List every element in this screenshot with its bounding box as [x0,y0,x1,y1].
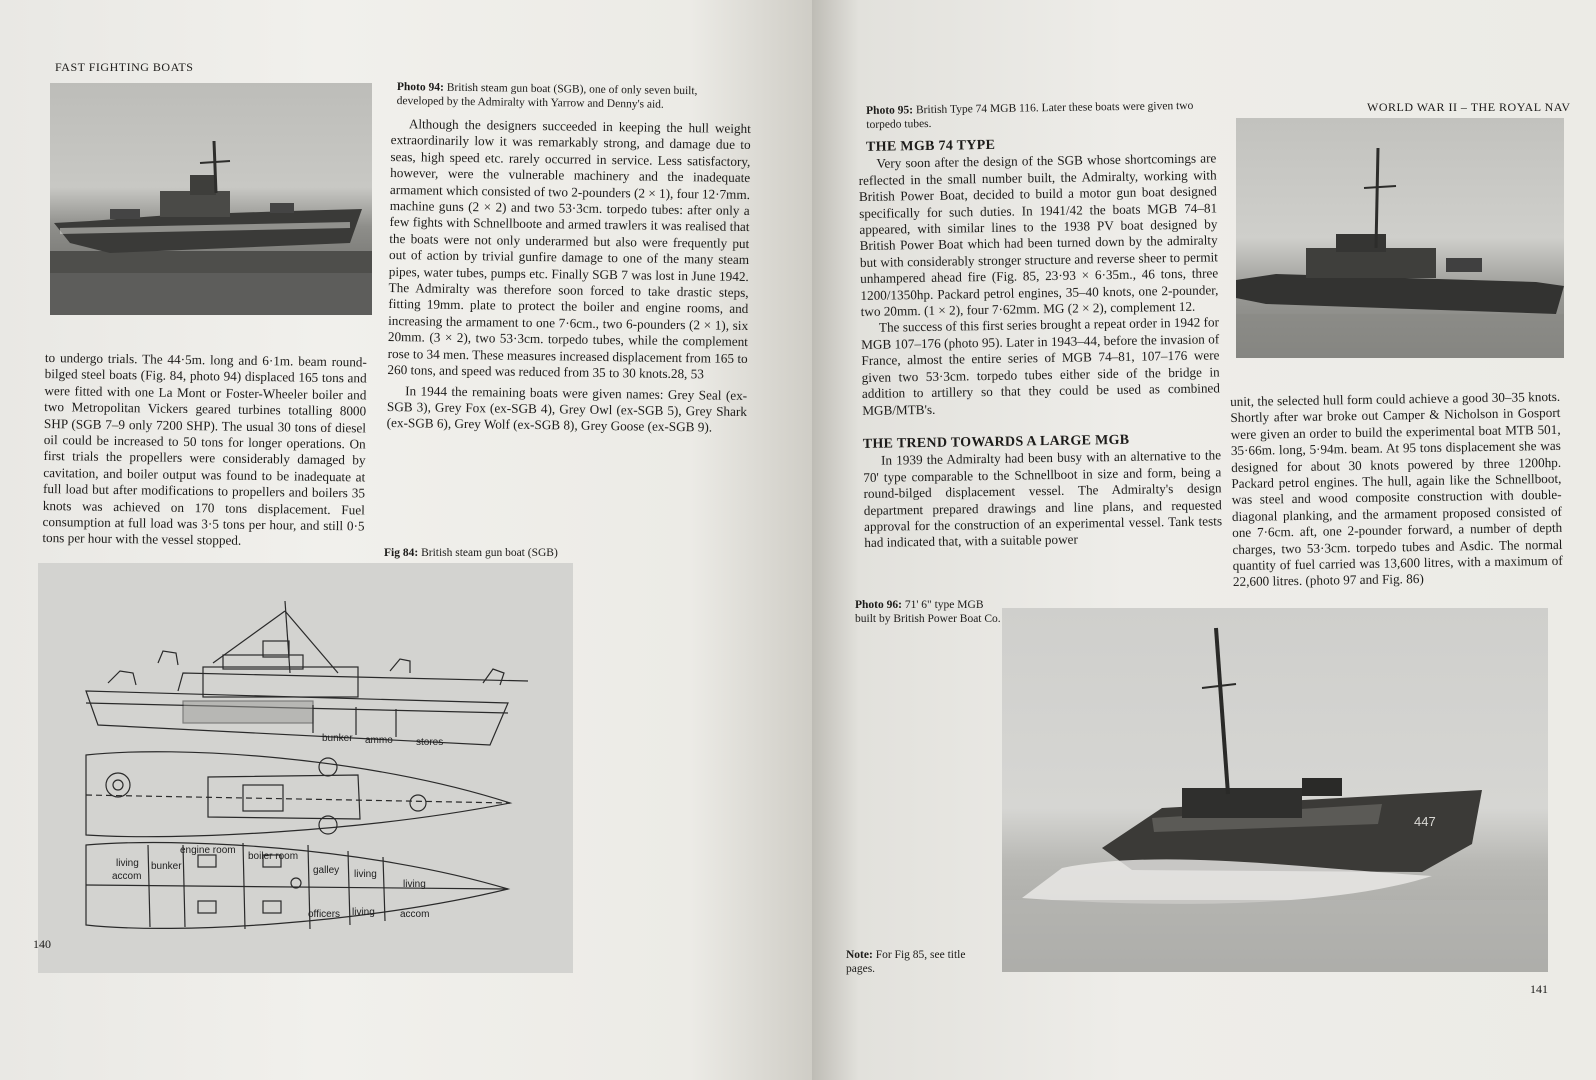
paragraph: Very soon after the design of the SGB whose shortcomings are reflected in the small number built, the Admiralty, working with British Power Boat, decided to build a motor gun boat designed specifically for such duties. In 1941/42 the boats MGB 74–81 appeared, with similar lines to the 1938 PV boat designed by British Power Boat which had been turned down by the admiralty but with considerably stronger structure and reverse sheer to permit unhampered ahead fire (Fig. 85, 23·93 × 6·35m., 46 tons, three 1200/1350hp. Packard petrol engines, 35–40 knots, one 2-pounder, two 20mm. (1 × 2), four 7·62mm. MG (2 × 2), complement 12. [858,150,1219,320]
running-head-right: WORLD WAR II – THE ROYAL NAV [1367,100,1571,114]
note-text: For Fig 85, see title pages. [846,949,966,975]
right-page [812,0,1596,1080]
photo-94-caption [397,80,729,113]
photo-95-ship-silhouette [1236,118,1564,358]
heading-trend-large-mgb: THE TREND TOWARDS A LARGE MGB [862,432,1130,452]
left-column-1 [42,350,367,551]
label-officers: officers [308,909,341,920]
photo-94-ship-silhouette [50,83,372,315]
photo-96-ship-silhouette [1002,608,1548,972]
label-accom-2: accom [400,909,430,920]
label-engine-room: engine room [180,845,236,856]
photo-96-caption [855,598,1005,626]
label-living: living [116,858,139,869]
fig-84-caption [384,546,558,560]
note-label: Note: [846,949,873,961]
fig-84-drawing [38,563,573,973]
photo-94-caption-text: British steam gun boat (SGB), one of only seven built, developed by the Admiralty with Yarrow and Denny's aid. [396,81,698,111]
photo-95-caption-label: Photo 95: [866,104,914,117]
fig-84-svg [38,563,573,973]
photo-96-hull-number: 447 [1414,814,1436,829]
paragraph: Although the designers succeeded in keeping the hull weight extraordinarily low it was remarkably strong, and damage due to seas, high speed etc. rarely occurred in service. Less satisfactory, however, were the vulnerable machinery and the inadequate armament which consisted of two 2-pounders (2 × 1), four 12·7mm. machine guns (2 × 2) and two 53·3cm. torpedo tubes: after only a few fights with Schnellboote and armed trawlers it was realised that the boats were not only underarmed but also were frequently put out of action by trivial gunfire damage to one of the many steam pipes, water tubes, pumps etc. Finally SGB 7 was lost in June 1942. The Admiralty was therefore soon forced to take drastic steps, fitting 19mm. plate to protect the boiler and engine rooms, and increasing the armament to one 7·6cm., two 6-pounders (2 × 1), six 20mm. (3 × 2), two 53·3cm. torpedo tubes, while the complement rose to 34 men. These measures increased displacement from 165 to 260 tons, and speed was reduced from 35 to 30 knots.28, 53 [387,116,751,382]
paragraph: The success of this first series brought a repeat order in 1942 for MGB 107–176 (photo 95). Later in 1943–44, before the invasion of France, almost the entire series of MGB 74–81, 107–176 were given two 53·3cm. torpedo tubes either side of the bridge in addition to artillery so that they could be used as combined MGB/MTB's. [861,314,1221,418]
right-column-1 [858,134,1222,551]
paragraph: In 1939 the Admiralty had been busy with an alternative to the 70' type comparable to the Schnellboot in size and form, being a round-bilged displacement vessel. The Admiralty's design department prepared drawings and line plans, and requested approval for the construction of an experimental vessel. Tank tests had indicated that, with a suitable power [863,447,1223,551]
label-ammo: ammo [365,735,393,746]
label-bunker: bunker [322,733,353,744]
photo-94-sgb [50,83,372,315]
heading-mgb-74-type: THE MGB 74 TYPE [865,137,996,155]
left-column-2 [387,116,751,437]
label-boiler-room: boiler room [248,851,299,862]
folio-left: 140 [33,937,51,951]
fig-84-caption-text: British steam gun boat (SGB) [421,547,558,559]
label-galley: galley [313,865,340,876]
folio-right: 141 [1530,982,1548,996]
photo-95-caption [866,98,1226,132]
label-stores: stores [416,737,444,748]
photo-95-mgb-116 [1236,118,1564,358]
label-living-2: living [354,869,377,880]
note-fig-85 [846,948,976,976]
photo-96-caption-text: 71' 6" type MGB built by British Power Boat Co. [855,599,1001,625]
photo-96-mgb-447 [1002,608,1548,972]
right-column-2 [1230,389,1563,591]
label-accom: accom [112,871,142,882]
paragraph: unit, the selected hull form could achieve a good 30–35 knots. Shortly after war broke out Camper & Nicholson in Gosport were given an order to build the experimental boat MTB 501, 35·66m. long, 5·94m. beam. At 95 tons displacement she was designed for about 30 knots powered by three 1200hp. Packard petrol engines. The hull, again like the Schnellboot, was steel and wood composite construction with double-diagonal planking, and the armament proposed consisted of one 7·6cm. aft, one 2-pounder forward, a number of depth charges, two 53·3cm. torpedo tubes and Asdic. The normal quantity of fuel carried was 13,600 litres, with a maximum of 22,600 litres. (photo 97 and Fig. 86) [1230,388,1563,590]
photo-95-caption-text: British Type 74 MGB 116. Later these boats were given two torpedo tubes. [866,99,1194,131]
fig-84-caption-label: Fig 84: [384,547,419,559]
photo-96-caption-label: Photo 96: [855,599,902,611]
paragraph: In 1944 the remaining boats were given names: Grey Seal (ex-SGB 3), Grey Fox (ex-SGB 4), Grey Owl (ex-SGB 5), Grey Shark (ex-SGB 6), Grey Wolf (ex-SGB 8), Grey Goose (ex-SGB 9). [386,382,748,435]
label-living-3: living [403,879,426,890]
paragraph: to undergo trials. The 44·5m. long and 6·1m. beam round-bilged steel boats (Fig. 84, photo 94) displaced 165 tons and were fitted with one La Mont or Foster-Wheeler boiler and two Metropolitan Vickers geared turbines totalling 8000 SHP (SGB 7–9 only 7200 SHP). The usual 30 tons of diesel oil could be increased to 50 tons for longer operations. On first trials the propellers were considerably damaged by cavitation, and boiler output was found to be inadequate at full load but after modifications to propellers and boilers 35 knots was achieved on 170 tons displacement. Fuel consumption at full load was 3·5 tons per hour, and still 0·5 tons per hour with the vessel stopped. [42,350,367,549]
label-living-4: living [352,907,375,918]
running-head-left: FAST FIGHTING BOATS [55,60,194,74]
photo-94-caption-label: Photo 94: [396,80,444,94]
label-bunker-2: bunker [151,861,182,872]
